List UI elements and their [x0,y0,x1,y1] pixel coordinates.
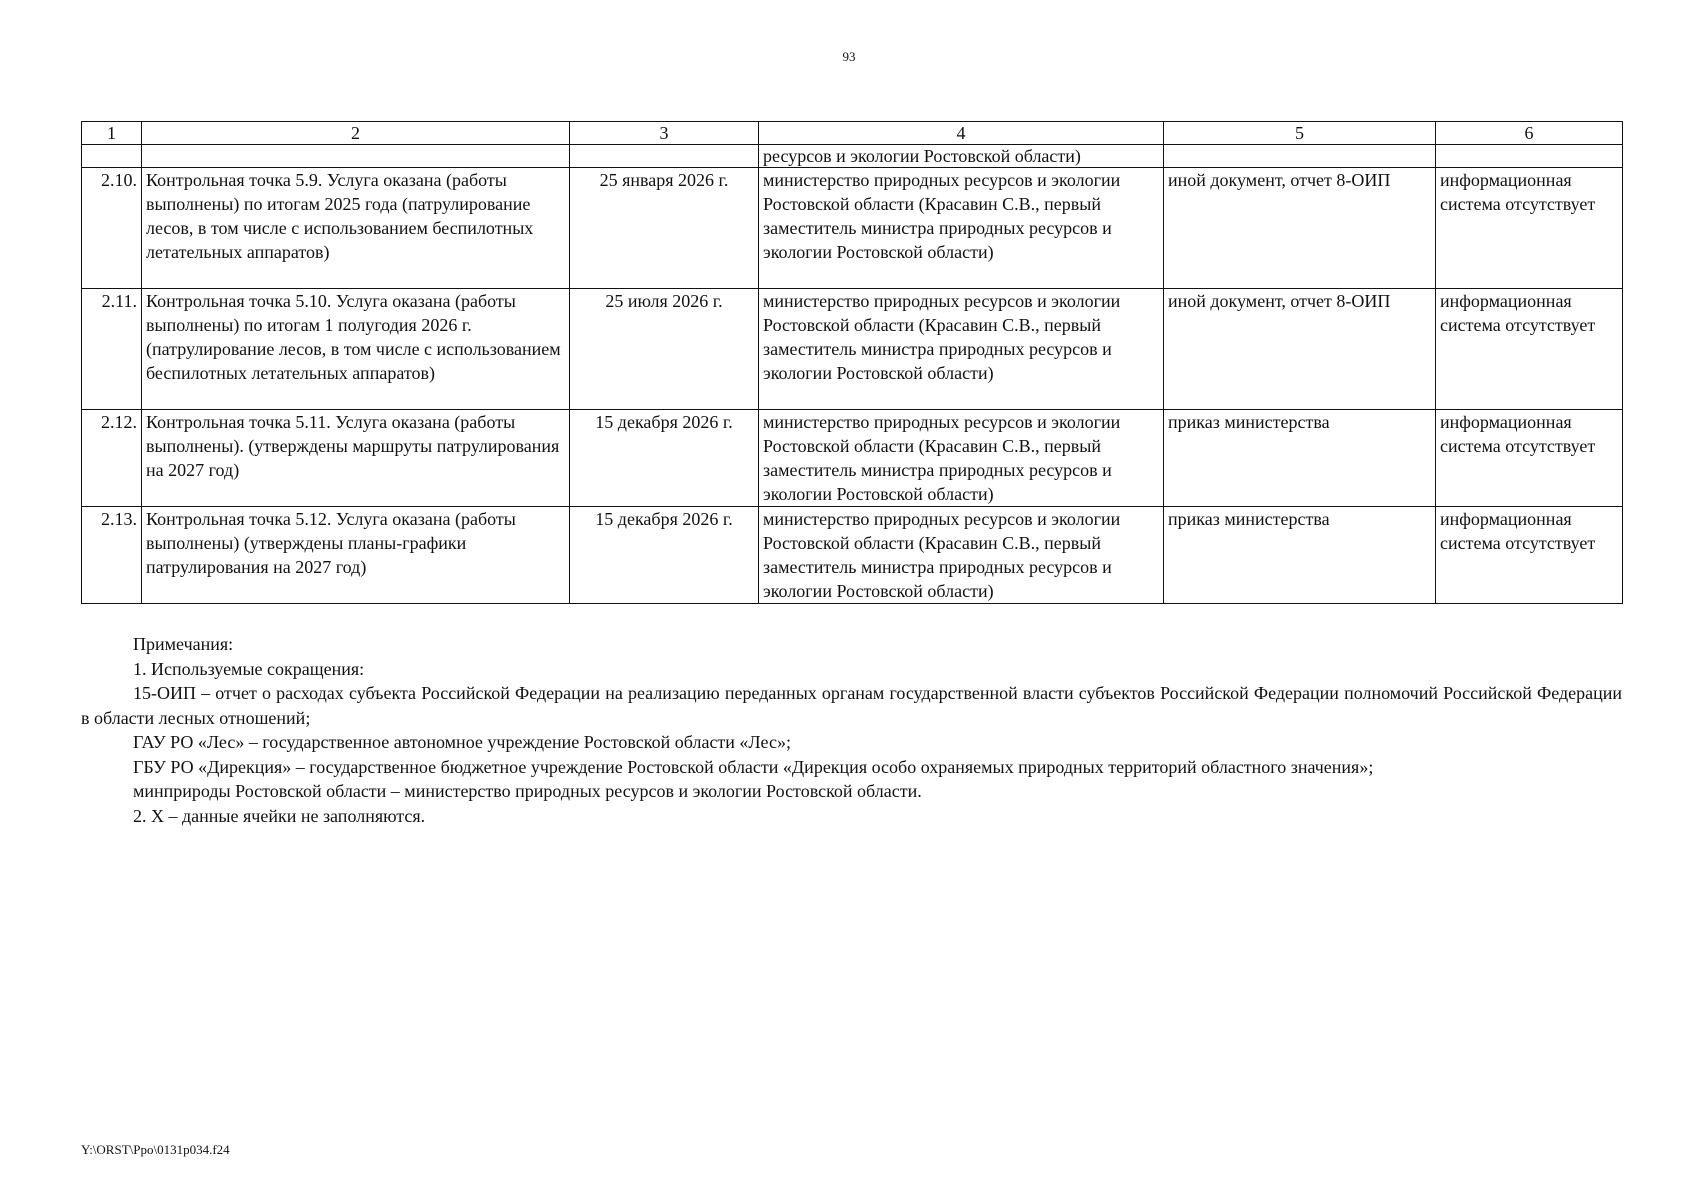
row-date: 25 июля 2026 г. [570,289,759,410]
row-document: приказ министерства [1164,507,1436,604]
row-description: Контрольная точка 5.12. Услуга оказана (работы выполнены) (утверждены планы-графики патрулирования на 2027 год) [142,507,570,604]
header-cell: 1 [82,122,142,145]
table-header-row [82,122,1623,145]
row-responsible: министерство природных ресурсов и экологии Ростовской области (Красавин С.В., первый заместитель министра природных ресурсов и экологии Ростовской области) [759,289,1164,410]
notes-item: ГАУ РО «Лес» – государственное автономное учреждение Ростовской области «Лес»; [133,732,791,752]
row-responsible: министерство природных ресурсов и экологии Ростовской области (Красавин С.В., первый заместитель министра природных ресурсов и экологии Ростовской области) [759,168,1164,289]
table-row [82,507,1623,604]
row-document: приказ министерства [1164,410,1436,507]
row-description: Контрольная точка 5.9. Услуга оказана (работы выполнены) по итогам 2025 года (патрулирование лесов, в том числе с использованием беспилотных летательных аппаратов) [142,168,570,289]
notes-item: 15-ОИП – отчет о расходах субъекта Российской Федерации на реализацию переданных органам государственной власти субъектов Российской Федерации полномочий Российской Федерации в области лесных отношений; [81,683,1622,728]
row-document: иной документ, отчет 8-ОИП [1164,168,1436,289]
notes-item: ГБУ РО «Дирекция» – государственное бюджетное учреждение Ростовской области «Дирекция особо охраняемых природных территорий областного значения»; [133,756,1374,777]
row-description: Контрольная точка 5.11. Услуга оказана (работы выполнены). (утверждены маршруты патрулирования на 2027 год) [142,410,570,507]
control-points-table [81,121,1623,604]
row-responsible: министерство природных ресурсов и экологии Ростовской области (Красавин С.В., первый заместитель министра природных ресурсов и экологии Ростовской области) [759,507,1164,604]
notes-section [81,632,1622,828]
page-number: 93 [842,49,856,64]
row-document: иной документ, отчет 8-ОИП [1164,289,1436,410]
notes-item: 2. Х – данные ячейки не заполняются. [133,805,426,826]
row-number: 2.12. [82,410,142,507]
row-number: 2.11. [82,289,142,410]
header-cell: 2 [142,122,570,145]
header-cell: 4 [759,122,1164,145]
table-row [82,289,1623,410]
row-date: 15 декабря 2026 г. [570,410,759,507]
header-cell: 3 [570,122,759,145]
table-cell [570,145,759,168]
row-date: 25 января 2026 г. [570,168,759,289]
header-cell: 6 [1436,122,1623,145]
row-info-system: информационная система отсутствует [1436,168,1623,289]
table-row [82,168,1623,289]
table-cell [1164,145,1436,168]
continuation-row [82,145,1623,168]
row-description: Контрольная точка 5.10. Услуга оказана (работы выполнены) по итогам 1 полугодия 2026 г. (патрулирование лесов, в том числе с использованием беспилотных летательных аппаратов) [142,289,570,410]
footer-file-path: Y:\ORST\Ppo\0131p034.f24 [81,1142,230,1157]
row-number: 2.10. [82,168,142,289]
table-cell [1436,145,1623,168]
row-info-system: информационная система отсутствует [1436,289,1623,410]
table-cell [82,145,142,168]
row-info-system: информационная система отсутствует [1436,410,1623,507]
row-date: 15 декабря 2026 г. [570,507,759,604]
notes-item: 1. Используемые сокращения: [133,658,365,679]
row-info-system: информационная система отсутствует [1436,507,1623,604]
notes-item: минприроды Ростовской области – министерство природных ресурсов и экологии Ростовской области. [133,781,922,801]
row-responsible: министерство природных ресурсов и экологии Ростовской области (Красавин С.В., первый заместитель министра природных ресурсов и экологии Ростовской области) [759,410,1164,507]
table-cell: ресурсов и экологии Ростовской области) [759,145,1164,168]
table-row [82,410,1623,507]
row-number: 2.13. [82,507,142,604]
table-cell [142,145,570,168]
notes-heading: Примечания: [133,634,234,654]
header-cell: 5 [1164,122,1436,145]
